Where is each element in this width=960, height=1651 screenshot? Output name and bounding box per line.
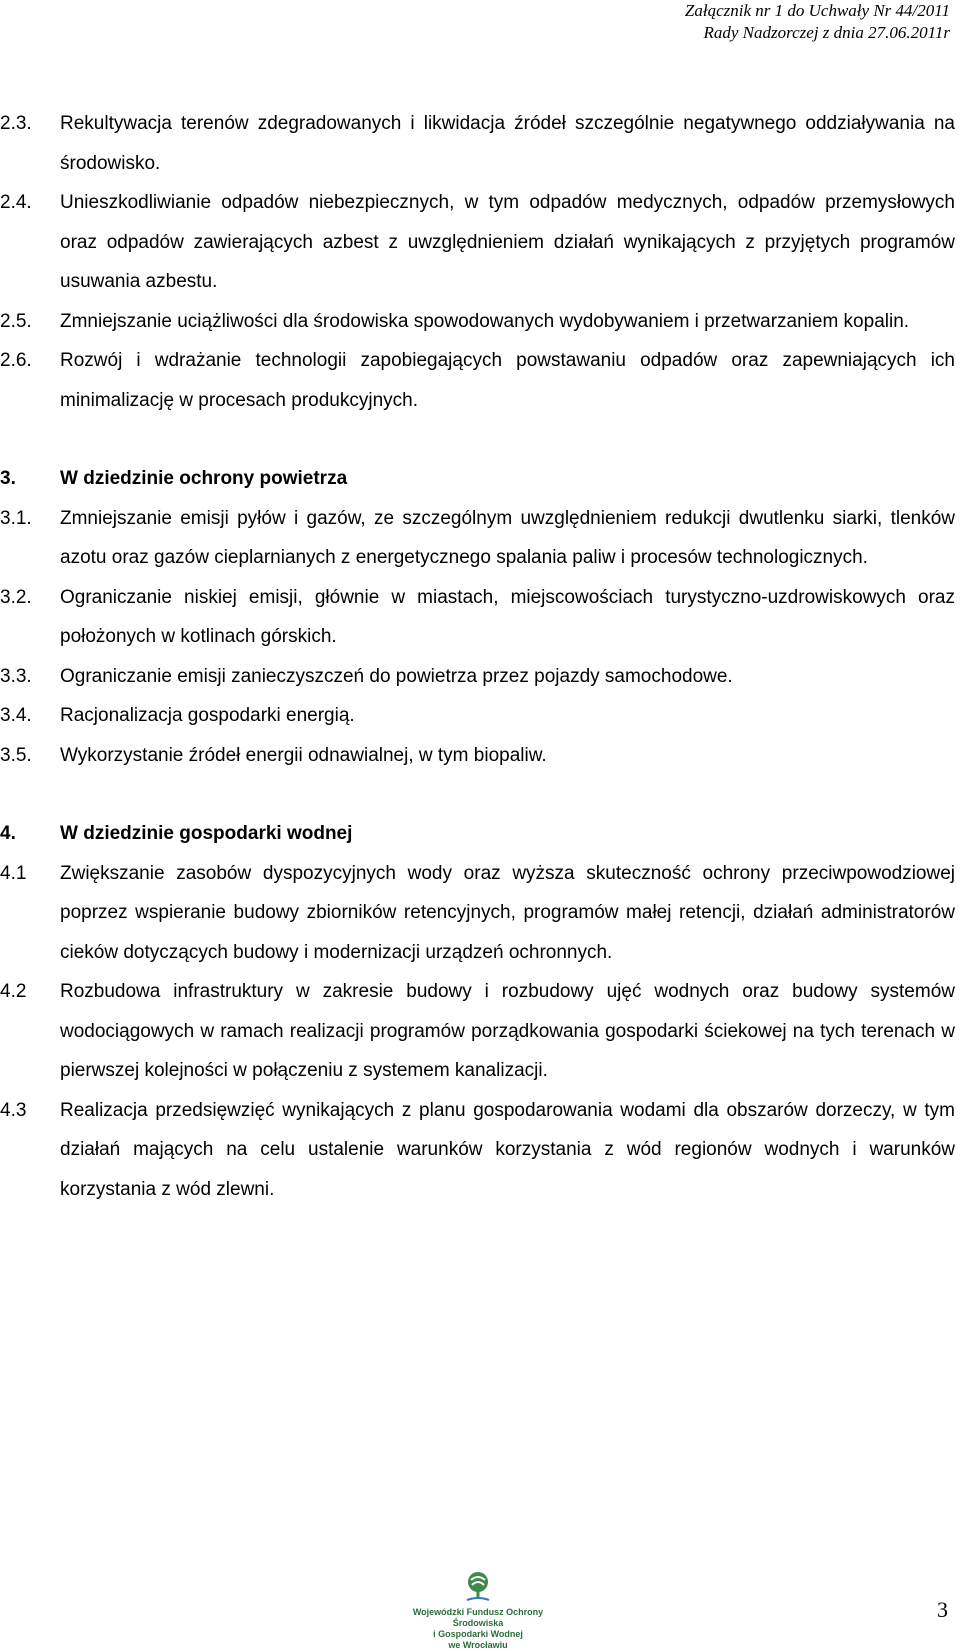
header-line-2: Rady Nadzorczej z dnia 27.06.2011r (703, 23, 950, 42)
item-number: 3.5. (0, 744, 32, 766)
item-text: Ograniczanie emisji zanieczyszczeń do powietrza przez pojazdy samochodowe. (60, 665, 733, 687)
tree-icon (463, 1570, 493, 1604)
item-number: 2.5. (0, 310, 32, 332)
section-heading (0, 459, 955, 499)
item-number: 4.2 (0, 981, 27, 1002)
item-text: Realizacja przedsięwzięć wynikających z planu gospodarowania wodami dla obszarów dorzeczy, w tym działań mających na celu ustalenie warunków korzystania z wód regionów wodnych i warunków korzystania z wód zlewni. (60, 1099, 955, 1200)
list-item (0, 696, 955, 736)
item-text: Rozbudowa infrastruktury w zakresie budowy i rozbudowy ujęć wodnych oraz budowy systemów wodociągowych w ramach realizacji programów porządkowania gospodarki ściekowej na tych terenach w pierwszej kolejności w połączeniu z systemem kanalizacji. (60, 981, 955, 1081)
item-text: Zwiększanie zasobów dyspozycyjnych wody oraz wyższa skuteczność ochrony przeciwpowodziowej poprzez wspieranie budowy zbiorników retencyjnych, programów małej retencji, działań administratorów cieków dotyczących budowy i modernizacji urządzeń ochronnych. (60, 862, 955, 963)
item-number: 3.3. (0, 665, 32, 687)
item-text: Zmniejszanie emisji pyłów i gazów, ze szczególnym uwzględnieniem redukcji dwutlenku siarki, tlenków azotu oraz gazów cieplarnianych z energetycznego spalania paliw i procesów technologicznych. (60, 507, 955, 568)
list-item (0, 854, 955, 973)
list-item (0, 1091, 955, 1210)
item-text: Zmniejszanie uciążliwości dla środowiska spowodowanych wydobywaniem i przetwarzaniem kopalin. (60, 310, 910, 332)
list-item (0, 578, 955, 657)
list-item (0, 736, 955, 776)
spacer (0, 420, 955, 459)
list-item (0, 302, 955, 342)
list-item (0, 183, 955, 302)
list-item (0, 104, 955, 183)
item-number: 4.1 (0, 862, 27, 884)
list-item (0, 657, 955, 697)
item-text: Rozwój i wdrażanie technologii zapobiegających powstawaniu odpadów oraz zapewniających ich minimalizację w procesach produkcyjnych. (60, 350, 955, 411)
item-number: 2.3. (0, 113, 32, 134)
list-item (0, 972, 955, 1091)
header-line-1: Załącznik nr 1 do Uchwały Nr 44/2011 (684, 1, 950, 20)
page-number: 3 (937, 1597, 948, 1622)
fund-logo (398, 1570, 558, 1651)
item-number: 3.1. (0, 507, 32, 529)
spacer (0, 775, 955, 814)
section-heading (0, 814, 955, 854)
item-number: 2.6. (0, 350, 32, 371)
item-text: Racjonalizacja gospodarki energią. (60, 705, 355, 726)
list-item (0, 341, 955, 420)
document-header (685, 0, 950, 44)
logo-line-2: i Gospodarki Wodnej (433, 1629, 523, 1639)
document-body (0, 104, 955, 1209)
item-text: Ograniczanie niskiej emisji, głównie w miastach, miejscowościach turystyczno-uzdrowiskowych oraz położonych w kotlinach górskich. (60, 586, 955, 647)
section-number: 3. (0, 468, 16, 489)
item-number: 3.4. (0, 705, 32, 726)
logo-line-1: Wojewódzki Fundusz Ochrony Środowiska (412, 1607, 544, 1628)
item-text: Unieszkodliwianie odpadów niebezpiecznych, w tym odpadów medycznych, odpadów przemysłowych oraz odpadów zawierających azbest z uwzględnieniem działań wynikających z przyjętych programów usuwania azbestu. (60, 192, 955, 292)
list-item (0, 499, 955, 578)
item-number: 3.2. (0, 586, 32, 608)
section-title: W dziedzinie gospodarki wodnej (60, 823, 353, 844)
item-number: 4.3 (0, 1099, 27, 1121)
item-number: 2.4. (0, 192, 32, 213)
item-text: Wykorzystanie źródeł energii odnawialnej, w tym biopaliw. (60, 744, 547, 766)
item-text: Rekultywacja terenów zdegradowanych i likwidacja źródeł szczególnie negatywnego oddziaływania na środowisko. (60, 113, 955, 174)
logo-line-3: we Wrocławiu (448, 1640, 508, 1650)
section-number: 4. (0, 823, 16, 844)
section-title: W dziedzinie ochrony powietrza (60, 468, 348, 489)
